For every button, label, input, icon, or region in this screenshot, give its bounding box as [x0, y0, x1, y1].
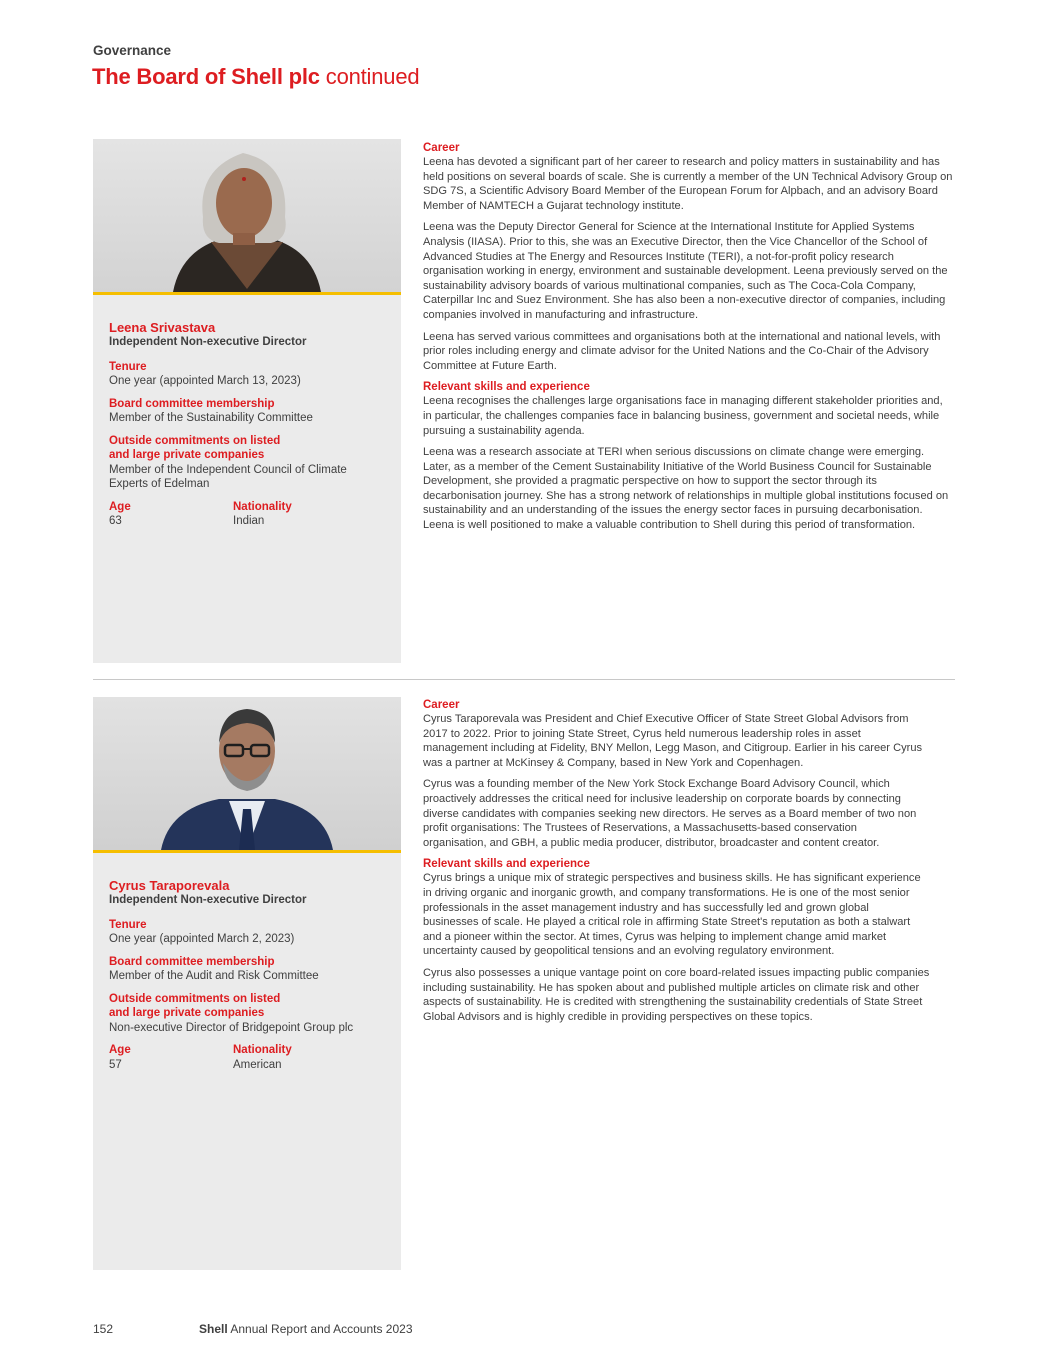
- skills-heading: Relevant skills and experience: [423, 858, 590, 871]
- committee-label: Board committee membership: [109, 397, 275, 410]
- age-nationality-row: [109, 1043, 385, 1072]
- director-card-leena: [93, 139, 401, 663]
- skills-paragraph: Cyrus also possesses a unique vantage point on core board-related issues impacting public companies including sustainability. He has spoken about and published multiple articles on climate risk and other aspects of sustainability. He is credited with strengthening the sustainability credentials of State Street Global Advisors and is highly credible in providing perspectives on these topics.: [423, 966, 930, 1023]
- tenure-value: One year (appointed March 13, 2023): [109, 375, 301, 387]
- career-paragraph: Leena has served various committees and organisations both at the international and national levels, with prior roles including energy and climate advisor for the United Nations and the Co-Chair of the Advisory Committee at Future Earth.: [423, 330, 941, 372]
- director-name: Leena Srivastava: [109, 320, 216, 335]
- director-profile: [93, 853, 401, 1072]
- age-block: [109, 1043, 233, 1072]
- page-title-suffix: continued: [319, 64, 420, 89]
- career-paragraph: Leena was the Deputy Director General for Science at the International Institute for Applied Systems Analysis (IIASA). Prior to this, she was an Executive Director, then the Vice Chancellor of the School of Advanced Studies at The Energy and Resources Institute (TERI), a not-for-profit policy research organisation working in energy, environment and sustainable development. Leena previously served on the sustainability advisory boards of various multinational companies, such as The Coca-Cola Company, Caterpillar Inc and Suez Environment. She has also been a non-executive director of companies, including companies involved in manufacturing and infrastructure.: [423, 221, 948, 321]
- section-divider: [93, 679, 955, 680]
- director-card-cyrus: [93, 697, 401, 1270]
- skills-heading: Relevant skills and experience: [423, 381, 590, 394]
- outside-label-line1: Outside commitments on listed: [109, 434, 281, 447]
- outside-label-line1: Outside commitments on listed: [109, 992, 281, 1005]
- age-nationality-row: [109, 500, 385, 529]
- director-role: Independent Non-executive Director: [109, 336, 307, 348]
- page-footer: [93, 1322, 413, 1336]
- age-label: Age: [109, 1044, 131, 1056]
- director-bio-cyrus: [423, 698, 930, 1031]
- director-photo: [93, 139, 401, 295]
- tenure-value: One year (appointed March 2, 2023): [109, 933, 295, 945]
- nationality-value: Indian: [233, 515, 265, 527]
- director-photo: [93, 697, 401, 853]
- nationality-block: [233, 500, 292, 529]
- page-number: 152: [93, 1322, 114, 1336]
- report-name: Annual Report and Accounts 2023: [227, 1322, 413, 1336]
- footer-brand: [199, 1322, 413, 1336]
- age-value: 63: [109, 515, 122, 527]
- nationality-value: American: [233, 1058, 282, 1071]
- director-profile: [93, 295, 401, 529]
- director-role: Independent Non-executive Director: [109, 894, 307, 906]
- nationality-label: Nationality: [233, 500, 292, 513]
- tenure-block: [109, 360, 385, 389]
- committee-block: [109, 397, 385, 426]
- skills-paragraph: Cyrus brings a unique mix of strategic perspectives and business skills. He has significant experience in driving organic and inorganic growth, and company transformations. He is one of the most senior professionals in the asset management industry and has successfully led and grown global businesses of scale. He played a critical role in affirming State Street's reputation as both a stalwart and a pioneer within the sector. At times, Cyrus was helping to implement change amid market uncertainty caused by geopolitical tensions and an evolving regulatory environment.: [423, 872, 921, 958]
- tenure-block: [109, 918, 385, 947]
- age-label: Age: [109, 500, 131, 513]
- portrait-illustration: [93, 139, 401, 292]
- portrait-illustration: [93, 697, 401, 850]
- committee-label: Board committee membership: [109, 955, 275, 968]
- outside-value: Member of the Independent Council of Climate Experts of Edelman: [109, 463, 347, 490]
- page-title: [92, 64, 419, 90]
- outside-commitments-block: [109, 992, 385, 1036]
- career-heading: Career: [423, 142, 460, 154]
- outside-value: Non-executive Director of Bridgepoint Group plc: [109, 1021, 354, 1034]
- page-title-main: The Board of Shell plc: [92, 64, 320, 89]
- brand-name: Shell: [199, 1322, 228, 1336]
- committee-value: Member of the Sustainability Committee: [109, 412, 313, 424]
- skills-paragraph: Leena recognises the challenges large organisations face in managing different stakeholder priorities and, in particular, the challenges companies face in balancing business, government and societal needs, while pursuing a sustainability agenda.: [423, 395, 943, 437]
- committee-block: [109, 955, 385, 984]
- career-paragraph: Leena has devoted a significant part of her career to research and policy matters in sustainability and has held positions on several boards of scale. She is currently a member of the UN Technical Advisory Group on SDG 7S, a Scientific Advisory Board Member of the European Forum for Alpbach, and an advisory Board Member of NAMTECH a Gujarat technology institute.: [423, 156, 953, 212]
- age-value: 57: [109, 1058, 122, 1071]
- career-paragraph: Cyrus was a founding member of the New York Stock Exchange Board Advisory Council, which proactively addresses the critical need for inclusive leadership on corporate boards by connecting diverse candidates with companies seeking new directors. He serves as a Board member of two non profit organisations: The Trustees of Reservations, a Massachusetts-based conservation organisation, and GBH, a public media producer, distributor, broadcaster and content creator.: [423, 778, 917, 849]
- nationality-block: [233, 1043, 292, 1072]
- director-name: Cyrus Taraporevala: [109, 878, 230, 893]
- tenure-label: Tenure: [109, 360, 147, 373]
- outside-commitments-block: [109, 434, 385, 492]
- director-bio-leena: [423, 141, 953, 540]
- tenure-label: Tenure: [109, 918, 147, 931]
- committee-value: Member of the Audit and Risk Committee: [109, 970, 319, 982]
- section-label: Governance: [93, 43, 172, 58]
- outside-label-line2: and large private companies: [109, 449, 265, 461]
- age-block: [109, 500, 233, 529]
- outside-label-line2: and large private companies: [109, 1007, 265, 1019]
- nationality-label: Nationality: [233, 1044, 292, 1056]
- career-heading: Career: [423, 699, 460, 711]
- skills-paragraph: Leena was a research associate at TERI when serious discussions on climate change were emerging. Later, as a member of the Cement Sustainability Initiative of the World Business Council for Sustainable Development, she provided a pragmatic perspective on how to support the sector through its decarbonisation journey. She has a strong network of relationships in multiple global institutions focused on sustainability and an understanding of the issues the energy sector faces in pursuing decarbonisation. Leena is well positioned to make a valuable contribution to Shell during this period of transformation.: [423, 446, 949, 532]
- career-paragraph: Cyrus Taraporevala was President and Chief Executive Officer of State Street Global Advisors from 2017 to 2022. Prior to joining State Street, Cyrus held numerous leadership roles in asset management including at Fidelity, BNY Mellon, Legg Mason, and Citigroup. Earlier in his career Cyrus was a partner at McKinsey & Company, based in New York and Copenhagen.: [423, 713, 923, 769]
